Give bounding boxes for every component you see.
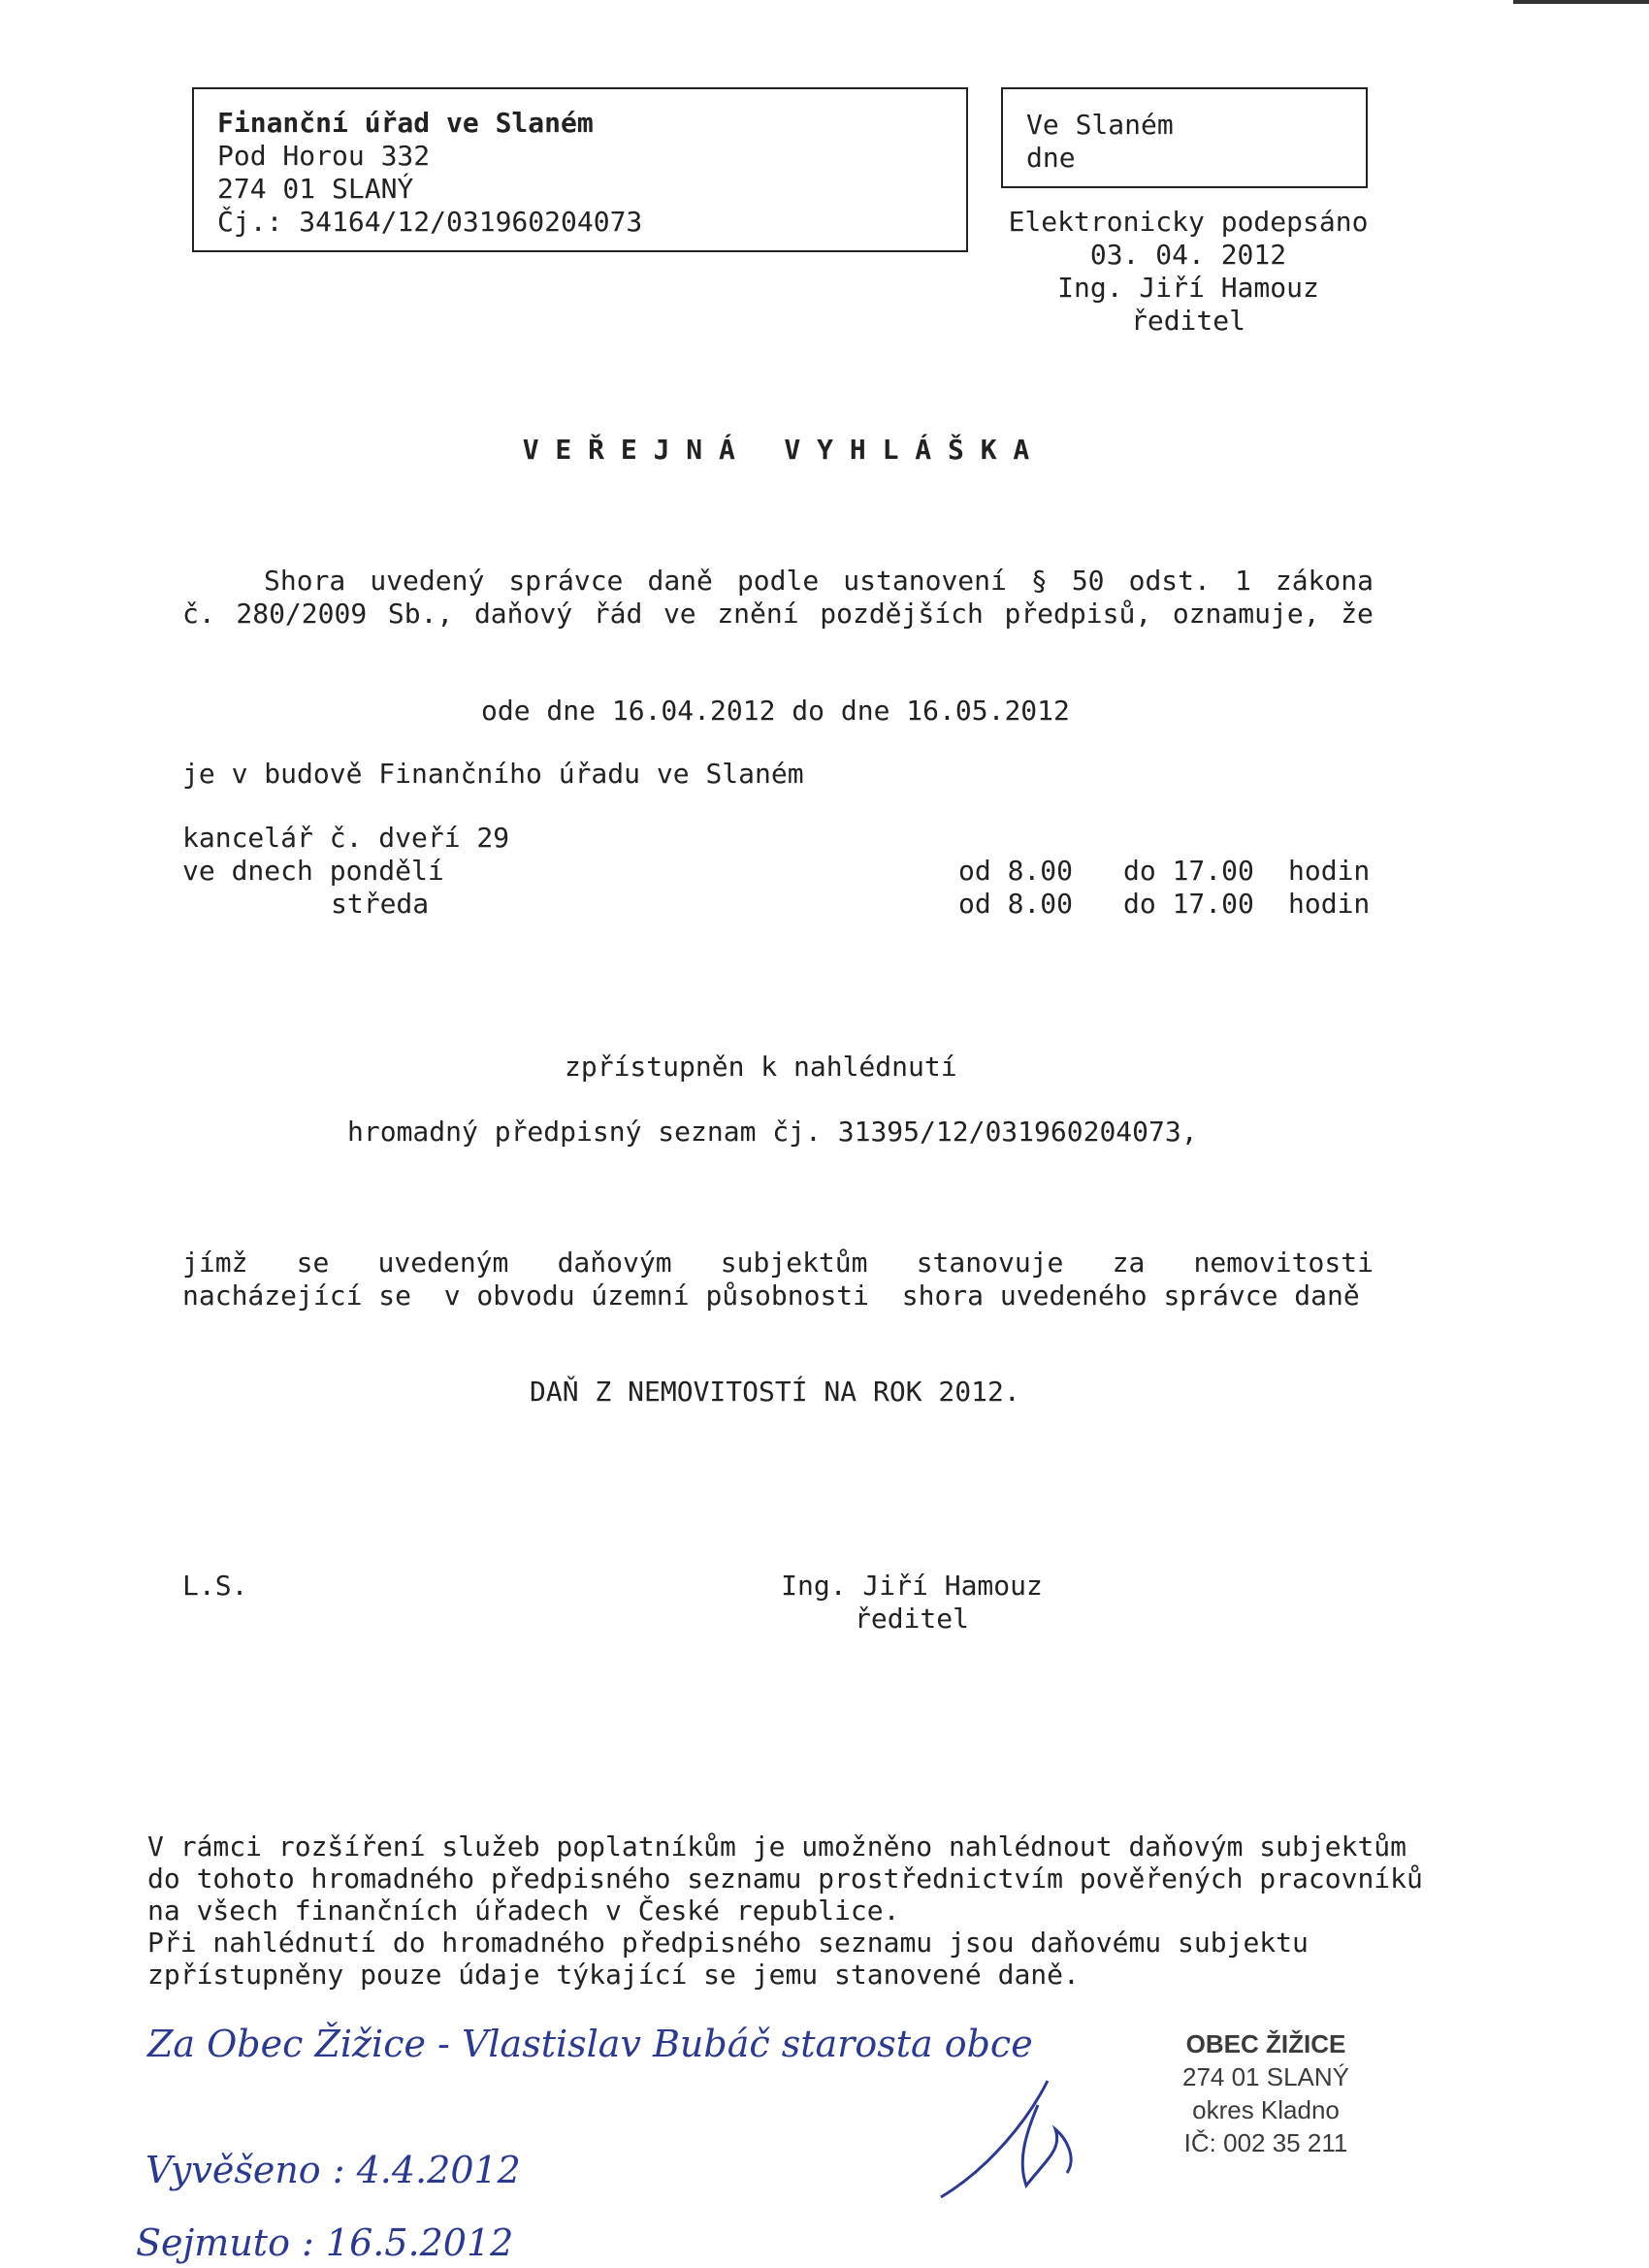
seal-placeholder: L.S. [182, 1570, 248, 1602]
stamp-city: 274 01 SLANÝ [1181, 2062, 1349, 2091]
intro-word: daňový [473, 598, 573, 630]
scan-edge-line [1513, 0, 1649, 4]
intro-word: řád [593, 598, 643, 630]
intro-word: Sb., [387, 598, 454, 630]
intro-word: ustanovení [843, 565, 1007, 597]
hours-unit: hodin [1288, 855, 1371, 887]
hours-row [182, 855, 1374, 888]
info-line: zpřístupněny pouze údaje týkající se jemu stanovené daně. [147, 1959, 1080, 1991]
availability-period: ode dne 16.04.2012 do dne 16.05.2012 [481, 695, 1070, 727]
subjects-word: se [296, 1247, 330, 1279]
intro-word: ve [663, 598, 696, 630]
intro-word: předpisů, [1004, 598, 1152, 630]
tax-title: DAŇ Z NEMOVITOSTÍ NA ROK 2012. [530, 1376, 1020, 1408]
intro-word: správce [508, 565, 624, 597]
bottom-signature-name: Ing. Jiří Hamouz [781, 1570, 1043, 1602]
sender-box [192, 87, 968, 252]
electronic-signature-label: Elektronicky podepsáno [1008, 206, 1369, 238]
municipality-stamp [1154, 2027, 1377, 2159]
available-statement: zpřístupněn k nahlédnutí [565, 1051, 957, 1083]
place-date-box [1001, 87, 1368, 188]
intro-word: uvedený [370, 565, 485, 597]
intro-word: Shora [264, 565, 346, 597]
handwritten-removed-date: Sejmuto : 16.5.2012 [136, 2221, 514, 2264]
electronic-signature-title: ředitel [1130, 305, 1245, 337]
list-reference: hromadný předpisný seznam čj. 31395/12/031960204073, [347, 1116, 1198, 1148]
handwritten-municipality-note: Za Obec Žižice - Vlastislav Bubáč starosta obce [147, 2023, 1033, 2065]
intro-word: odst. [1128, 565, 1211, 597]
hours-unit: hodin [1288, 888, 1371, 920]
intro-word: znění [717, 598, 799, 630]
intro-word: 1 [1234, 565, 1251, 597]
info-line: Při nahlédnutí do hromadného předpisného seznamu jsou daňovému subjektu [147, 1927, 1309, 1959]
office-room: kancelář č. dveří 29 [182, 822, 510, 854]
sender-street: Pod Horou 332 [217, 140, 431, 172]
hours-to: do 17.00 [1123, 855, 1254, 887]
sender-city: 274 01 SLANÝ [217, 173, 414, 205]
info-paragraph [147, 1831, 1423, 1991]
intro-word: 50 [1071, 565, 1105, 597]
intro-line-1 [182, 565, 1374, 598]
intro-line-2 [182, 598, 1374, 631]
info-line: V rámci rozšíření služeb poplatníkům je umožněno nahlédnout daňovým subjektům [147, 1831, 1407, 1863]
hours-row [182, 888, 1374, 921]
subjects-paragraph [182, 1247, 1374, 1312]
intro-word: daně [647, 565, 713, 597]
info-line: do tohoto hromadného předpisného seznamu prostřednictvím pověřených pracovníků [147, 1863, 1423, 1895]
sender-reference: Čj.: 34164/12/031960204073 [217, 206, 643, 238]
stamp-ic: IČ: 002 35 211 [1183, 2128, 1348, 2157]
electronic-signature-date: 03. 04. 2012 [1089, 239, 1287, 271]
hours-from: od 8.00 [958, 855, 1074, 887]
subjects-word: za [1112, 1247, 1146, 1279]
intro-word: že [1341, 598, 1374, 630]
subjects-word: jímž [182, 1247, 248, 1279]
intro-word: oznamuje, [1172, 598, 1320, 630]
intro-word: 280/2009 [236, 598, 368, 630]
intro-word: zákona [1275, 565, 1374, 597]
electronic-signature [999, 206, 1377, 338]
intro-word: § [1030, 565, 1048, 597]
info-line: na všech finančních úřadech v České republice. [147, 1895, 900, 1927]
subjects-word: daňovým [557, 1247, 672, 1279]
subjects-line-2: nacházející se v obvodu územní působnosti shora uvedeného správce daně [182, 1280, 1360, 1312]
hours-day: ve dnech pondělí [182, 855, 444, 887]
stamp-district: okres Kladno [1192, 2095, 1340, 2124]
intro-word: podle [736, 565, 820, 597]
handwritten-posted-date: Vyvěšeno : 4.4.2012 [146, 2149, 521, 2191]
date-label: dne [1026, 142, 1076, 174]
bottom-signature-title: ředitel [854, 1603, 969, 1635]
subjects-word: subjektům [720, 1247, 868, 1279]
document-heading: V E Ř E J N Á V Y H L Á Š K A [522, 434, 1030, 466]
subjects-line-1 [182, 1247, 1374, 1280]
hours-from: od 8.00 [958, 888, 1074, 920]
stamp-name: OBEC ŽIŽICE [1185, 2029, 1346, 2058]
subjects-word: uvedeným [377, 1247, 509, 1279]
hours-to: do 17.00 [1123, 888, 1254, 920]
subjects-word: stanovuje [916, 1247, 1064, 1279]
hours-day: středa [331, 888, 430, 920]
intro-word: pozdějších [820, 598, 984, 630]
place-label: Ve Slaném [1026, 109, 1174, 141]
intro-paragraph [182, 565, 1374, 631]
sender-office: Finanční úřad ve Slaném [217, 107, 594, 139]
electronic-signature-name: Ing. Jiří Hamouz [1057, 272, 1319, 304]
intro-word: č. [182, 598, 215, 630]
handwritten-signature-icon [931, 2071, 1106, 2207]
building-location: je v budově Finančního úřadu ve Slaném [182, 758, 804, 790]
bottom-signature [766, 1570, 1057, 1636]
subjects-word: nemovitosti [1193, 1247, 1374, 1279]
